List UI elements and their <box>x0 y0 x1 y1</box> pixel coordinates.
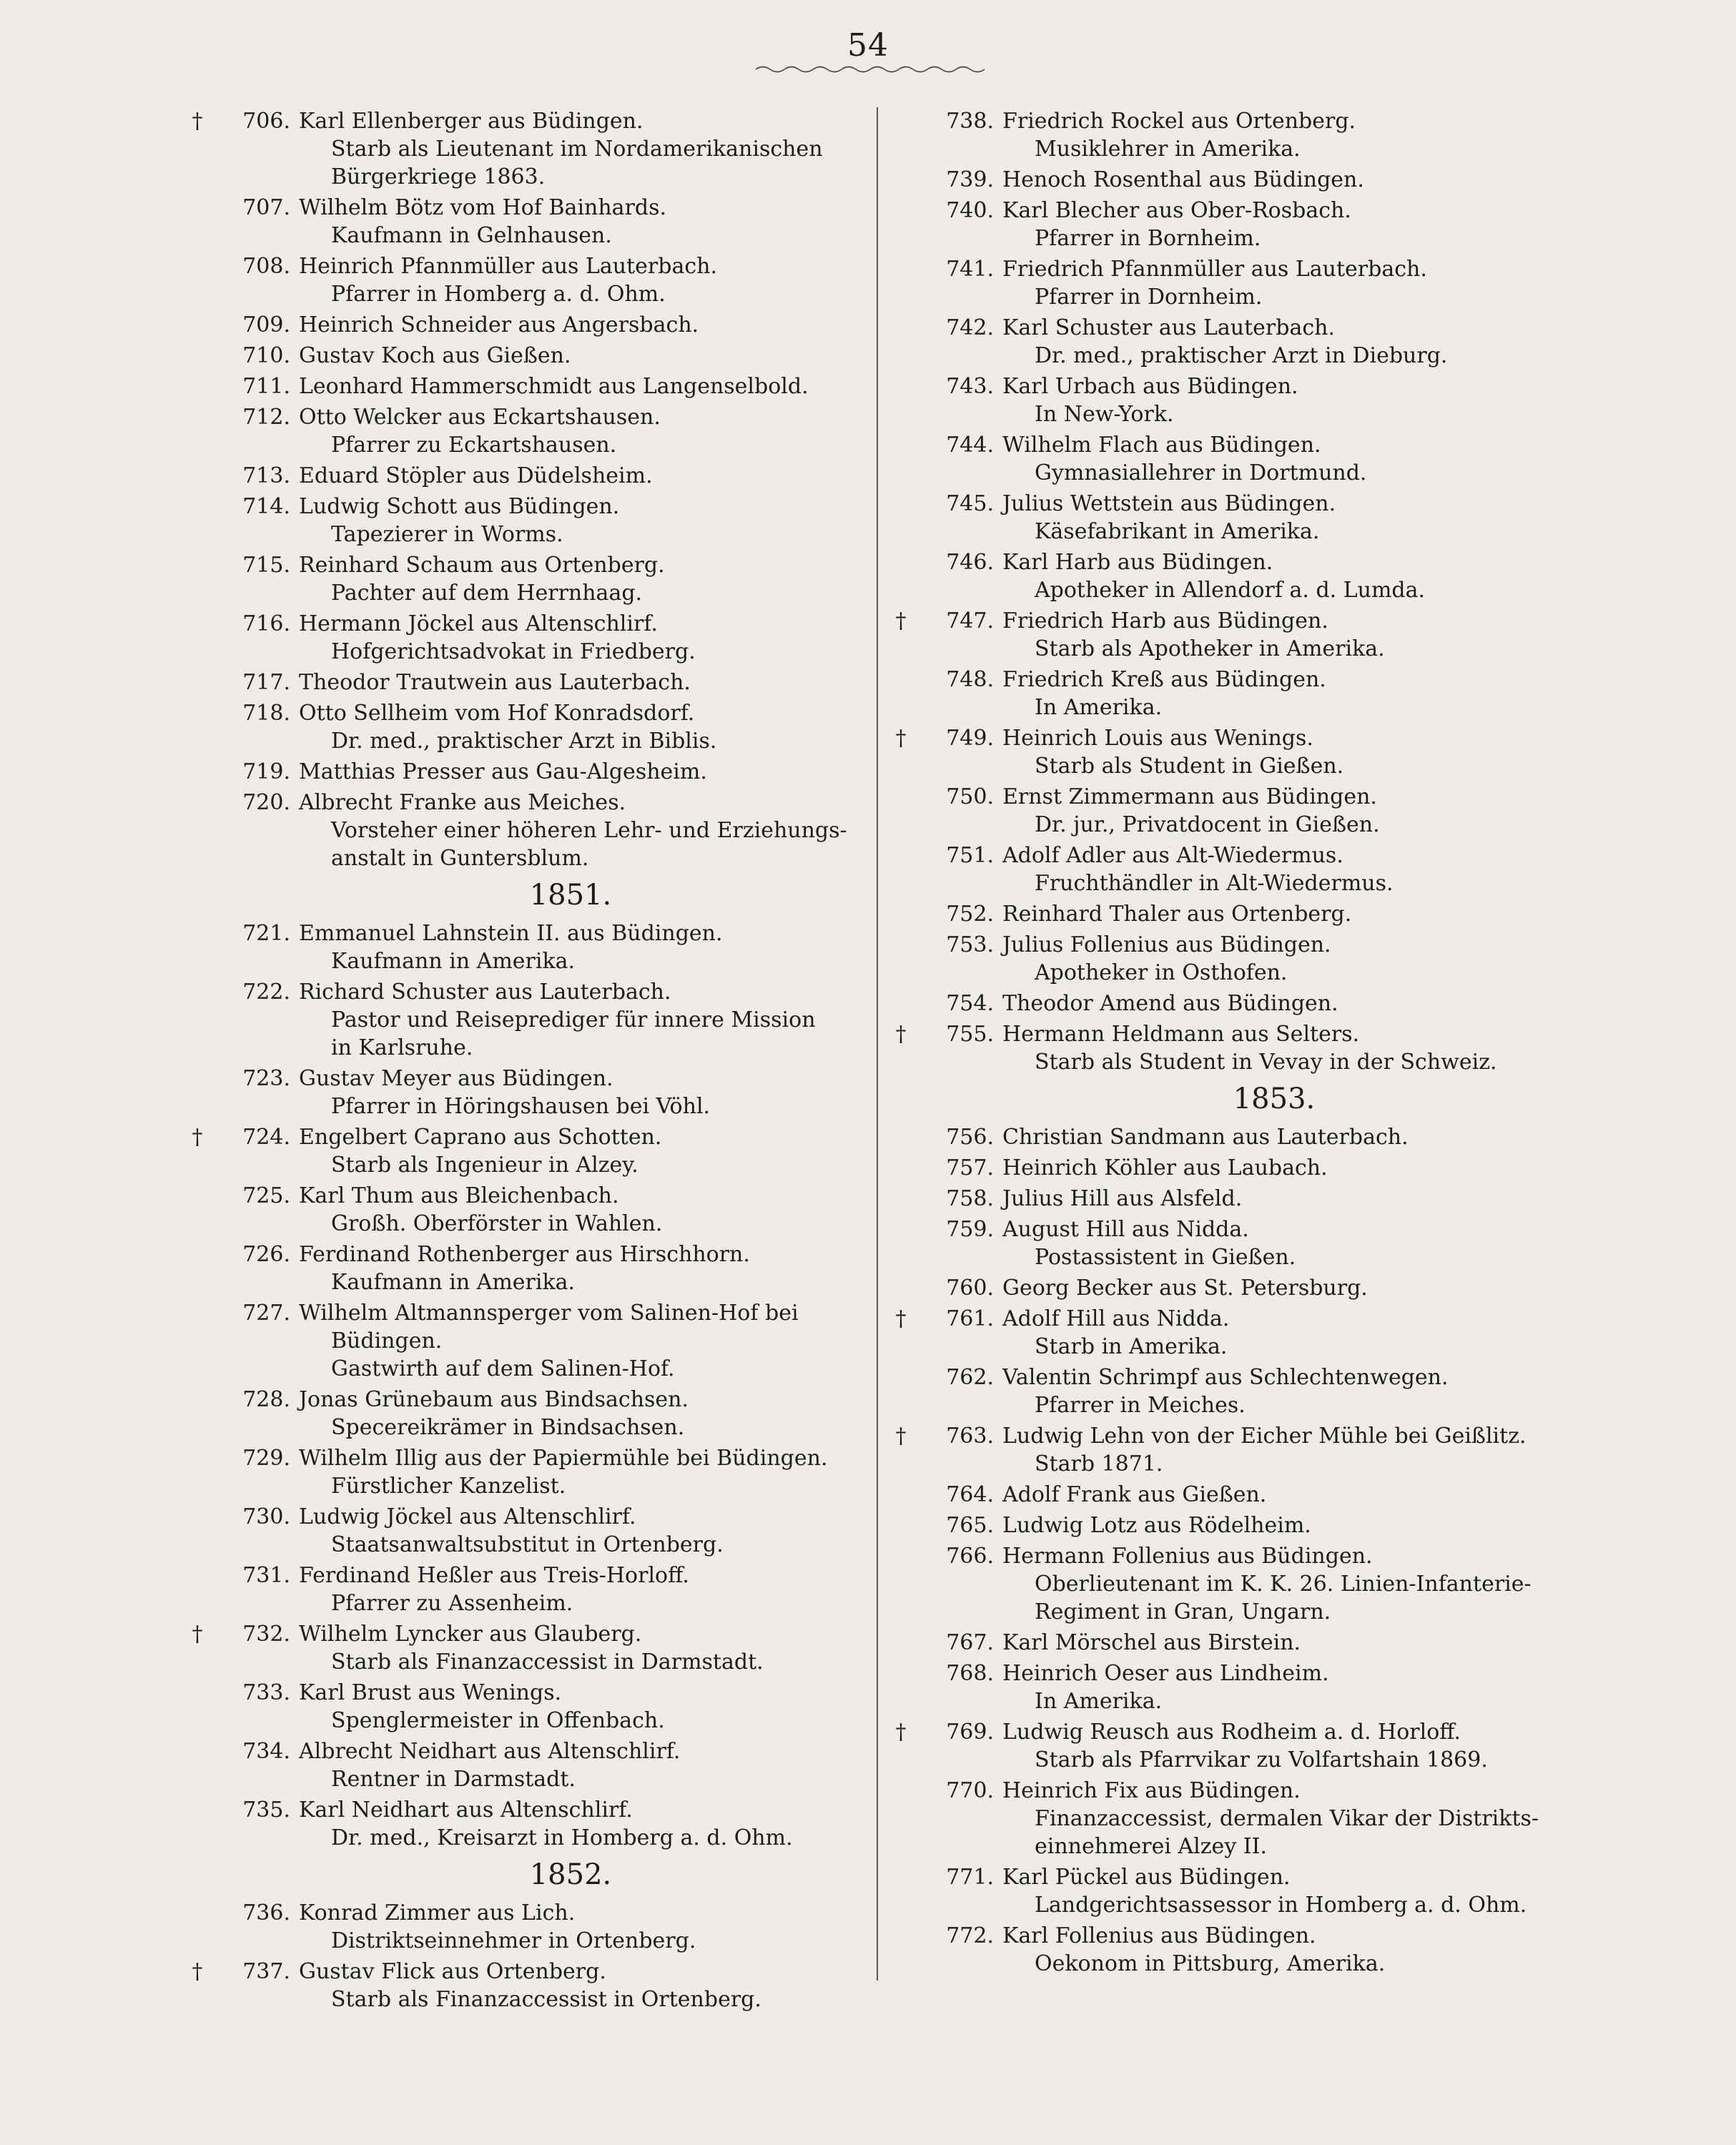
entry-note: Starb als Student in Vevay in der Schweiz. <box>1035 1050 1497 1075</box>
entry-number: 759. <box>946 1217 994 1242</box>
entry-note: Pfarrer in Homberg a. d. Ohm. <box>331 282 666 307</box>
entry-note: Pfarrer in Höringshausen bei Vöhl. <box>331 1094 711 1119</box>
entry-number: 721. <box>242 921 290 946</box>
entry-name: Ludwig Lotz aus Rödelheim. <box>1002 1513 1311 1538</box>
entry-name: Karl Blecher aus Ober-Rosbach. <box>1002 198 1351 223</box>
student-entry <box>917 1481 1546 1509</box>
entry-number: 748. <box>946 667 994 692</box>
entry-name: Wilhelm Flach aus Büdingen. <box>1002 433 1321 458</box>
entry-note: Gymnasiallehrer in Dortmund. <box>1035 460 1367 485</box>
student-entry <box>192 1958 842 2013</box>
student-entry <box>213 1503 842 1559</box>
entry-number: 725. <box>242 1183 290 1208</box>
entry-note: Oekonom in Pittsburg, Amerika. <box>1035 1951 1386 1976</box>
entry-number: 729. <box>242 1446 290 1471</box>
entry-name: Ludwig Lehn von der Eicher Mühle bei Geißlitz. <box>1002 1424 1527 1449</box>
entry-name: Engelbert Caprano aus Schotten. <box>299 1125 662 1150</box>
entry-number: 724. <box>242 1125 290 1150</box>
student-entry <box>213 1444 842 1500</box>
entry-number: 706. <box>242 109 290 134</box>
entry-name: Konrad Zimmer aus Lich. <box>299 1900 576 1925</box>
entry-note: Starb 1871. <box>1035 1451 1163 1476</box>
entry-note: Kaufmann in Amerika. <box>331 949 576 974</box>
student-entry <box>213 252 842 308</box>
entry-name: Heinrich Fix aus Büdingen. <box>1002 1778 1301 1803</box>
entry-note: Regiment in Gran, Ungarn. <box>1035 1599 1331 1624</box>
student-entry <box>917 197 1546 252</box>
student-entry <box>192 1123 842 1179</box>
student-entry <box>917 1512 1546 1539</box>
entry-number: 763. <box>946 1424 994 1449</box>
entry-number: 740. <box>946 198 994 223</box>
student-entry <box>917 931 1546 987</box>
entry-number: 710. <box>242 343 290 368</box>
student-entry <box>917 255 1546 311</box>
entry-note: Oberlieutenant im K. K. 26. Linien-Infanterie- <box>1035 1572 1532 1597</box>
entry-number: 764. <box>946 1482 994 1507</box>
student-entry <box>917 1629 1546 1657</box>
entry-note: Käsefabrikant in Amerika. <box>1035 519 1320 544</box>
entry-note: In Amerika. <box>1035 1689 1163 1714</box>
deceased-dagger-icon: † <box>192 1622 203 1647</box>
entry-number: 713. <box>242 463 290 488</box>
entry-note: anstalt in Guntersblum. <box>331 846 589 871</box>
entry-number: 733. <box>242 1680 290 1705</box>
entry-number: 770. <box>946 1778 994 1803</box>
entry-name: Albrecht Franke aus Meiches. <box>299 790 626 815</box>
entry-name: Ernst Zimmermann aus Büdingen. <box>1002 784 1377 809</box>
student-entry <box>917 842 1546 897</box>
student-entry <box>213 551 842 607</box>
entry-name: Karl Brust aus Wenings. <box>299 1680 562 1705</box>
entry-name: Heinrich Oeser aus Lindheim. <box>1002 1661 1329 1686</box>
student-entry <box>192 107 842 191</box>
entry-note: Musiklehrer in Amerika. <box>1035 137 1301 162</box>
entry-number: 768. <box>946 1661 994 1686</box>
student-entry <box>917 1123 1546 1151</box>
entry-number: 761. <box>946 1306 994 1331</box>
entry-number: 751. <box>946 843 994 868</box>
entry-note: Pfarrer in Dornheim. <box>1035 285 1263 310</box>
entry-number: 731. <box>242 1563 290 1588</box>
student-entry <box>917 1185 1546 1213</box>
entry-name: Matthias Presser aus Gau-Algesheim. <box>299 759 707 784</box>
entry-number: 765. <box>946 1513 994 1538</box>
student-entry <box>917 1922 1546 1978</box>
entry-name: Leonhard Hammerschmidt aus Langenselbold. <box>299 374 809 399</box>
entry-number: 726. <box>242 1242 290 1267</box>
entry-number: 736. <box>242 1900 290 1925</box>
entry-name: Richard Schuster aus Lauterbach. <box>299 980 671 1005</box>
entry-name: Ferdinand Heßler aus Treis-Horloff. <box>299 1563 689 1588</box>
student-entry <box>213 1679 842 1735</box>
entry-name: Karl Schuster aus Lauterbach. <box>1002 315 1336 340</box>
entry-name: Otto Welcker aus Eckartshausen. <box>299 405 661 430</box>
entry-note: Fürstlicher Kanzelist. <box>331 1474 566 1499</box>
entry-name: Theodor Amend aus Büdingen. <box>1002 991 1338 1016</box>
student-entry <box>213 493 842 548</box>
student-entry <box>917 314 1546 370</box>
entry-name: Henoch Rosenthal aus Büdingen. <box>1002 167 1364 192</box>
entry-name: Albrecht Neidhart aus Altenschlirf. <box>299 1739 681 1764</box>
entry-note: Apotheker in Osthofen. <box>1035 960 1288 985</box>
page-number: 54 <box>847 27 889 64</box>
entry-note: Starb als Ingenieur in Alzey. <box>331 1153 638 1178</box>
entry-name: Heinrich Köhler aus Laubach. <box>1002 1155 1328 1180</box>
entry-name: Karl Urbach aus Büdingen. <box>1002 374 1298 399</box>
entry-note: Gastwirth auf dem Salinen-Hof. <box>331 1356 675 1381</box>
entry-note: Vorsteher einer höheren Lehr- und Erziehungs- <box>331 818 847 843</box>
entry-note: Dr. med., Kreisarzt in Homberg a. d. Ohm. <box>331 1825 793 1850</box>
student-entry <box>213 1299 842 1383</box>
student-entry <box>917 1777 1546 1860</box>
entry-note: Pfarrer in Bornheim. <box>1035 226 1261 251</box>
entry-note: Starb als Pfarrvikar zu Volfartshain 1869. <box>1035 1747 1488 1772</box>
entry-name: Karl Pückel aus Büdingen. <box>1002 1865 1291 1890</box>
entry-number: 766. <box>946 1544 994 1569</box>
student-entry <box>213 789 847 872</box>
entry-number: 749. <box>946 726 994 751</box>
entry-name: Otto Sellheim vom Hof Konradsdorf. <box>299 701 695 726</box>
entry-number: 714. <box>242 494 290 519</box>
student-entry <box>917 166 1546 194</box>
student-entry <box>192 1620 842 1676</box>
right-column <box>895 107 1546 1981</box>
student-entry <box>213 1182 842 1238</box>
student-entry <box>895 1718 1546 1774</box>
entry-number: 709. <box>242 312 290 337</box>
student-entry <box>895 1422 1546 1478</box>
deceased-dagger-icon: † <box>895 1306 907 1331</box>
entry-name: August Hill aus Nidda. <box>1002 1217 1249 1242</box>
entry-name: Emmanuel Lahnstein II. aus Büdingen. <box>299 921 723 946</box>
student-entry <box>917 1660 1546 1715</box>
header-ornament <box>754 64 990 74</box>
student-entry <box>213 403 842 459</box>
entry-name: Ludwig Jöckel aus Altenschlirf. <box>299 1504 636 1529</box>
student-entry <box>917 431 1546 487</box>
student-entry <box>895 607 1546 663</box>
entry-number: 711. <box>242 374 290 399</box>
entry-note: Specereikrämer in Bindsachsen. <box>331 1415 685 1440</box>
entry-note: Kaufmann in Gelnhausen. <box>331 223 612 248</box>
entry-name: Ferdinand Rothenberger aus Hirschhorn. <box>299 1242 750 1267</box>
entry-number: 707. <box>242 195 290 220</box>
entry-number: 734. <box>242 1739 290 1764</box>
entry-number: 735. <box>242 1798 290 1823</box>
student-entry <box>213 462 842 490</box>
student-entry <box>213 311 842 339</box>
year-heading: 1853. <box>1233 1083 1316 1115</box>
entry-name: Ludwig Reusch aus Rodheim a. d. Horloff. <box>1002 1720 1461 1745</box>
entry-note: Starb als Finanzaccessist in Ortenberg. <box>331 1987 761 2012</box>
entry-name: Julius Hill aus Alsfeld. <box>1002 1186 1243 1211</box>
entry-note: Starb in Amerika. <box>1035 1334 1228 1359</box>
entry-note: Rentner in Darmstadt. <box>331 1767 576 1792</box>
entry-number: 767. <box>946 1630 994 1655</box>
student-entry <box>213 342 842 370</box>
entry-number: 772. <box>946 1923 994 1948</box>
deceased-dagger-icon: † <box>895 1720 907 1745</box>
entry-name: Wilhelm Illig aus der Papiermühle bei Büdingen. <box>299 1446 828 1471</box>
entry-name: Karl Harb aus Büdingen. <box>1002 550 1273 575</box>
student-entry <box>917 1863 1546 1919</box>
entry-number: 723. <box>242 1066 290 1091</box>
entry-name: Hermann Jöckel aus Altenschlirf. <box>299 611 658 636</box>
entry-number: 739. <box>946 167 994 192</box>
entry-number: 732. <box>242 1622 290 1647</box>
entry-number: 747. <box>946 608 994 633</box>
student-entry <box>213 1737 842 1793</box>
student-entry <box>917 990 1546 1017</box>
entry-name: Adolf Hill aus Nidda. <box>1002 1306 1230 1331</box>
entry-note: Dr. med., praktischer Arzt in Dieburg. <box>1035 343 1448 368</box>
student-entry <box>895 1305 1546 1361</box>
deceased-dagger-icon: † <box>192 1959 203 1984</box>
entry-note: Postassistent in Gießen. <box>1035 1245 1296 1270</box>
entry-note: Starb als Finanzaccessist in Darmstadt. <box>331 1650 764 1675</box>
student-entry <box>917 1364 1546 1419</box>
entry-name: Wilhelm Altmannsperger vom Salinen-Hof bei <box>299 1301 799 1326</box>
student-entry <box>917 373 1546 428</box>
year-heading: 1851. <box>529 879 612 912</box>
entry-number: 756. <box>946 1125 994 1150</box>
student-entry <box>917 783 1546 839</box>
entry-name: Karl Follenius aus Büdingen. <box>1002 1923 1316 1948</box>
student-entry <box>213 669 842 696</box>
student-entry <box>917 900 1546 928</box>
entry-number: 741. <box>946 257 994 282</box>
entry-number: 746. <box>946 550 994 575</box>
entry-name: Wilhelm Lyncker aus Glauberg. <box>299 1622 642 1647</box>
entry-number: 708. <box>242 254 290 279</box>
entry-name: Friedrich Harb aus Büdingen. <box>1002 608 1328 633</box>
student-entry <box>895 1020 1546 1076</box>
entry-number: 717. <box>242 670 290 695</box>
entry-name: Julius Wettstein aus Büdingen. <box>1002 491 1336 516</box>
entry-name: Julius Follenius aus Büdingen. <box>1002 932 1331 957</box>
student-entry <box>917 1154 1546 1182</box>
student-entry <box>213 1562 842 1617</box>
student-entry <box>213 699 842 755</box>
student-entry <box>917 1216 1546 1271</box>
entry-name: Jonas Grünebaum aus Bindsachsen. <box>299 1387 689 1412</box>
student-entry <box>917 666 1546 721</box>
entry-note: einnehmerei Alzey II. <box>1035 1834 1268 1859</box>
entry-name: Heinrich Schneider aus Angersbach. <box>299 312 699 337</box>
entry-name: Karl Mörschel aus Birstein. <box>1002 1630 1301 1655</box>
entry-name: Karl Thum aus Bleichenbach. <box>299 1183 619 1208</box>
entry-number: 730. <box>242 1504 290 1529</box>
student-entry <box>213 194 842 250</box>
student-entry <box>917 490 1546 546</box>
entry-number: 716. <box>242 611 290 636</box>
entry-number: 727. <box>242 1301 290 1326</box>
entry-note: Starb als Student in Gießen. <box>1035 754 1344 779</box>
entry-number: 758. <box>946 1186 994 1211</box>
entry-number: 742. <box>946 315 994 340</box>
student-entry <box>917 107 1546 163</box>
entry-note: Pfarrer zu Assenheim. <box>331 1591 573 1616</box>
entry-note: Landgerichtsassessor in Homberg a. d. Ohm. <box>1035 1893 1527 1918</box>
entry-note: in Karlsruhe. <box>331 1035 473 1060</box>
entry-name: Theodor Trautwein aus Lauterbach. <box>299 670 691 695</box>
entry-number: 728. <box>242 1387 290 1412</box>
deceased-dagger-icon: † <box>192 109 203 134</box>
student-entry <box>213 919 842 975</box>
entry-number: 754. <box>946 991 994 1016</box>
entry-name: Georg Becker aus St. Petersburg. <box>1002 1276 1368 1301</box>
entry-name: Adolf Frank aus Gießen. <box>1002 1482 1267 1507</box>
entry-note: Spenglermeister in Offenbach. <box>331 1708 665 1733</box>
entry-number: 762. <box>946 1365 994 1390</box>
entry-number: 719. <box>242 759 290 784</box>
student-entry <box>213 1899 842 1955</box>
entry-note: Pastor und Reiseprediger für innere Mission <box>331 1007 816 1032</box>
entry-note: Staatsanwaltsubstitut in Ortenberg. <box>331 1532 724 1557</box>
left-column <box>192 107 847 2016</box>
entry-name: Heinrich Louis aus Wenings. <box>1002 726 1313 751</box>
entry-name: Karl Ellenberger aus Büdingen. <box>299 109 643 134</box>
entry-name: Friedrich Rockel aus Ortenberg. <box>1002 109 1356 134</box>
student-entry <box>213 1241 842 1296</box>
entry-note: Starb als Apotheker in Amerika. <box>1035 636 1385 661</box>
entry-name: Adolf Adler aus Alt-Wiedermus. <box>1002 843 1343 868</box>
entry-number: 745. <box>946 491 994 516</box>
entry-note: Großh. Oberförster in Wahlen. <box>331 1211 663 1236</box>
entry-number: 771. <box>946 1865 994 1890</box>
entry-number: 752. <box>946 902 994 927</box>
student-entry <box>213 1386 842 1441</box>
entry-number: 715. <box>242 553 290 578</box>
entry-number: 743. <box>946 374 994 399</box>
student-entry <box>213 610 842 666</box>
entry-name: Reinhard Schaum aus Ortenberg. <box>299 553 665 578</box>
entry-note: Büdingen. <box>331 1328 443 1353</box>
entry-note: Pfarrer zu Eckartshausen. <box>331 433 617 458</box>
student-entry <box>895 724 1546 780</box>
entry-note: Starb als Lieutenant im Nordamerikanischen <box>331 137 823 162</box>
entry-number: 755. <box>946 1022 994 1047</box>
student-entry <box>213 1796 842 1852</box>
entry-note: In Amerika. <box>1035 695 1163 720</box>
entry-note: Dr. jur., Privatdocent in Gießen. <box>1035 812 1380 837</box>
entry-number: 712. <box>242 405 290 430</box>
student-entry <box>213 1065 842 1120</box>
entry-number: 720. <box>242 790 290 815</box>
entry-number: 769. <box>946 1720 994 1745</box>
entry-name: Wilhelm Bötz vom Hof Bainhards. <box>299 195 667 220</box>
entry-name: Gustav Koch aus Gießen. <box>299 343 571 368</box>
deceased-dagger-icon: † <box>895 726 907 751</box>
deceased-dagger-icon: † <box>895 1424 907 1449</box>
student-entry <box>213 373 842 400</box>
entry-name: Christian Sandmann aus Lauterbach. <box>1002 1125 1409 1150</box>
entry-number: 744. <box>946 433 994 458</box>
entry-note: Fruchthändler in Alt-Wiedermus. <box>1035 871 1394 896</box>
student-entry <box>213 758 842 786</box>
entry-name: Hermann Follenius aus Büdingen. <box>1002 1544 1373 1569</box>
entry-name: Friedrich Pfannmüller aus Lauterbach. <box>1002 257 1427 282</box>
entry-number: 757. <box>946 1155 994 1180</box>
year-heading: 1852. <box>529 1858 612 1891</box>
entry-name: Ludwig Schott aus Büdingen. <box>299 494 620 519</box>
entry-note: Bürgerkriege 1863. <box>331 164 546 189</box>
entry-name: Reinhard Thaler aus Ortenberg. <box>1002 902 1352 927</box>
entry-note: Pachter auf dem Herrnhaag. <box>331 581 643 606</box>
entry-name: Gustav Meyer aus Büdingen. <box>299 1066 613 1091</box>
column-divider <box>877 107 878 1981</box>
entry-note: Dr. med., praktischer Arzt in Biblis. <box>331 729 717 754</box>
entry-number: 737. <box>242 1959 290 1984</box>
deceased-dagger-icon: † <box>895 1022 907 1047</box>
entry-number: 718. <box>242 701 290 726</box>
entry-number: 738. <box>946 109 994 134</box>
entry-name: Karl Neidhart aus Altenschlirf. <box>299 1798 633 1823</box>
deceased-dagger-icon: † <box>192 1125 203 1150</box>
entry-number: 750. <box>946 784 994 809</box>
entry-note: Kaufmann in Amerika. <box>331 1270 576 1295</box>
student-entry <box>917 1542 1546 1626</box>
entry-name: Eduard Stöpler aus Düdelsheim. <box>299 463 653 488</box>
entry-number: 760. <box>946 1276 994 1301</box>
entry-number: 753. <box>946 932 994 957</box>
student-entry <box>213 978 842 1062</box>
entry-note: Apotheker in Allendorf a. d. Lumda. <box>1035 578 1426 603</box>
entry-name: Gustav Flick aus Ortenberg. <box>299 1959 606 1984</box>
entry-name: Heinrich Pfannmüller aus Lauterbach. <box>299 254 717 279</box>
entry-note: Hofgerichtsadvokat in Friedberg. <box>331 639 696 664</box>
entry-note: Tapezierer in Worms. <box>331 522 563 547</box>
entry-note: Pfarrer in Meiches. <box>1035 1393 1246 1418</box>
entry-name: Hermann Heldmann aus Selters. <box>1002 1022 1360 1047</box>
student-entry <box>917 548 1546 604</box>
student-entry <box>917 1274 1546 1302</box>
entry-number: 722. <box>242 980 290 1005</box>
entry-note: Finanzaccessist, dermalen Vikar der Distrikts- <box>1035 1806 1539 1831</box>
deceased-dagger-icon: † <box>895 608 907 633</box>
entry-name: Friedrich Kreß aus Büdingen. <box>1002 667 1326 692</box>
entry-name: Valentin Schrimpf aus Schlechtenwegen. <box>1002 1365 1449 1390</box>
entry-note: Distriktseinnehmer in Ortenberg. <box>331 1928 696 1953</box>
entry-note: In New-York. <box>1035 402 1174 427</box>
